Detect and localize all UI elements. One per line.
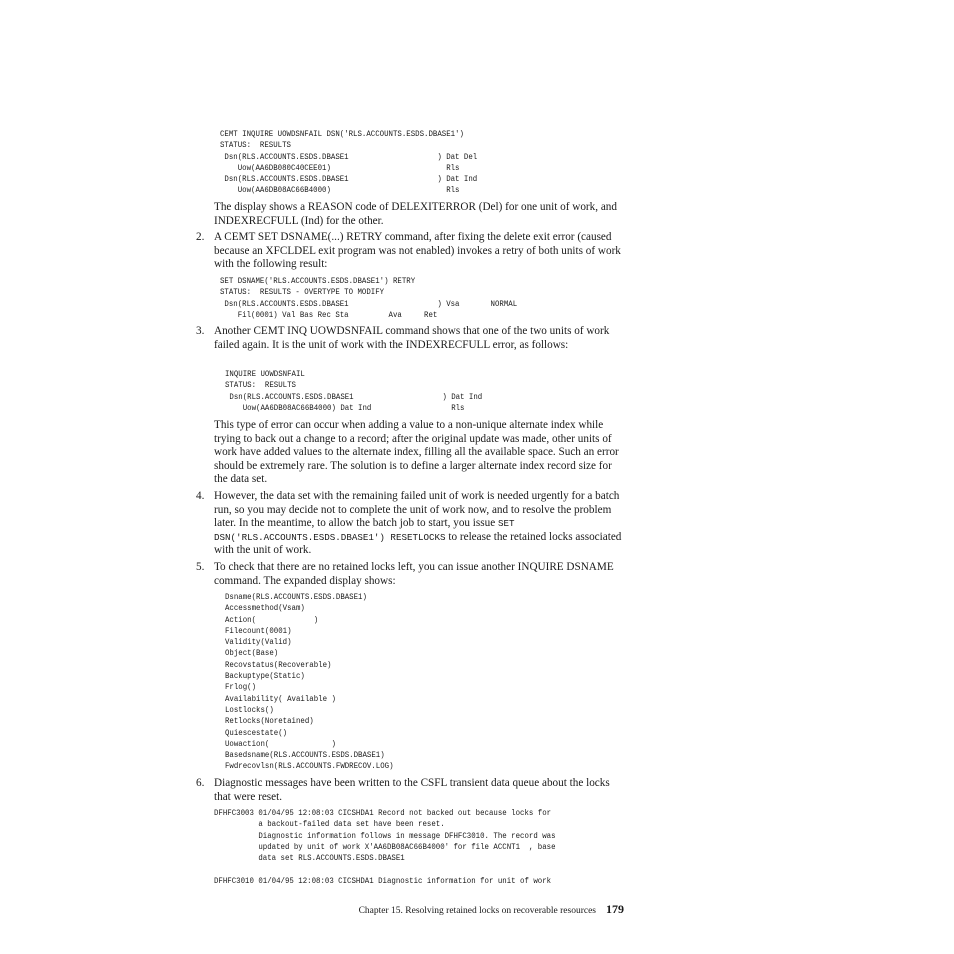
list-item-4-text-before: However, the data set with the remaining failed unit of work is needed urgently for a batch run, so you may decide not to complete the unit of work now, and to resolve the problem later. In the meantime, to allow the batch job to start, you issue (214, 490, 620, 529)
list-number-5: 5. (196, 561, 205, 573)
list-item-5-text: To check that there are no retained locks left, you can issue another INQUIRE DSNAME command. The expanded display shows: (214, 561, 614, 587)
list-number-4: 4. (196, 490, 205, 502)
paragraph-error-explanation: This type of error can occur when adding a value to a non-unique alternate index while trying to back out a change to a record; after the original update was made, other units of work have added values to the alternate index, filling all the available space. Such an error should be extremely rare. The solution is to define a larger alternate index record size for the data set. (214, 419, 619, 485)
list-number-6: 6. (196, 777, 205, 789)
page-number: 179 (606, 902, 624, 916)
list-item-2-text: A CEMT SET DSNAME(...) RETRY command, after fixing the delete exit error (caused because an XFCLDEL exit program was not enabled) invokes a retry of both units of work with the following result: (214, 231, 621, 270)
page-footer (359, 902, 624, 917)
code-block-set-dsname-retry: SET DSNAME('RLS.ACCOUNTS.ESDS.DBASE1') RETRY STATUS: RESULTS - OVERTYPE TO MODIFY Dsn(RLS.ACCOUNTS.ESDS.DBASE1 ) Vsa NORMAL Fil(0001) Val Bas Rec Sta Ava Ret (220, 276, 518, 320)
list-item-3-text: Another CEMT INQ UOWDSNFAIL command shows that one of the two units of work failed again. It is the unit of work with the INDEXRECFULL error, as follows: (214, 325, 610, 351)
list-number-3: 3. (196, 325, 205, 337)
code-block-diagnostic-messages: DFHFC3003 01/04/95 12:08:03 CICSHDA1 Record not backed out because locks for a backout-failed data set have been reset. Diagnostic information follows in message DFHFC3010. The record was updated by unit of work X'AA6DB08AC66B4000' for file ACCNT1 , base data set RLS.ACCOUNTS.ESDS.DBASE1 DFHFC3010 01/04/95 12:08:03 CICSHDA1 Diagnostic information for unit of work (214, 808, 556, 886)
list-number-2: 2. (196, 231, 205, 243)
code-block-inquire-result: INQUIRE UOWDSNFAIL STATUS: RESULTS Dsn(RLS.ACCOUNTS.ESDS.DBASE1 ) Dat Ind Uow(AA6DB08AC66B4000) Dat Ind Rls (225, 369, 483, 413)
code-block-inquire-uowdsnfail: CEMT INQUIRE UOWDSNFAIL DSN('RLS.ACCOUNTS.ESDS.DBASE1') STATUS: RESULTS Dsn(RLS.ACCOUNTS.ESDS.DBASE1 ) Dat Del Uow(AA6DB080C40CEE01) Rls Dsn(RLS.ACCOUNTS.ESDS.DBASE1 ) Dat Ind Uow(AA6DB08AC66B4000) Rls (220, 129, 478, 196)
paragraph-reason-code: The display shows a REASON code of DELEXITERROR (Del) for one unit of work, and INDEXRECFULL (Ind) for the other. (214, 201, 617, 227)
list-item-6-text: Diagnostic messages have been written to the CSFL transient data queue about the locks that were reset. (214, 777, 610, 803)
list-item-4-text (214, 490, 624, 558)
list-item-4-text-after: to release the retained locks associated with the unit of work. (214, 530, 622, 556)
inline-code-resetlocks: SET DSN('RLS.ACCOUNTS.ESDS.DBASE1') RESETLOCKS (214, 518, 515, 543)
code-block-expanded-display: Dsname(RLS.ACCOUNTS.ESDS.DBASE1) Accessmethod(Vsam) Action( ) Filecount(0001) Validity(Valid) Object(Base) Recovstatus(Recoverable) Backuptype(Static) Frlog() Availability( Available ) Lostlocks() Retlocks(Noretained) Quiescestate() Uowaction( ) Basedsname(RLS.ACCOUNTS.ESDS.DBASE1) Fwdrecovlsn(RLS.ACCOUNTS.FWDRECOV.LOG) (225, 592, 394, 772)
footer-chapter-title: Chapter 15. Resolving retained locks on recoverable resources (358, 906, 596, 916)
